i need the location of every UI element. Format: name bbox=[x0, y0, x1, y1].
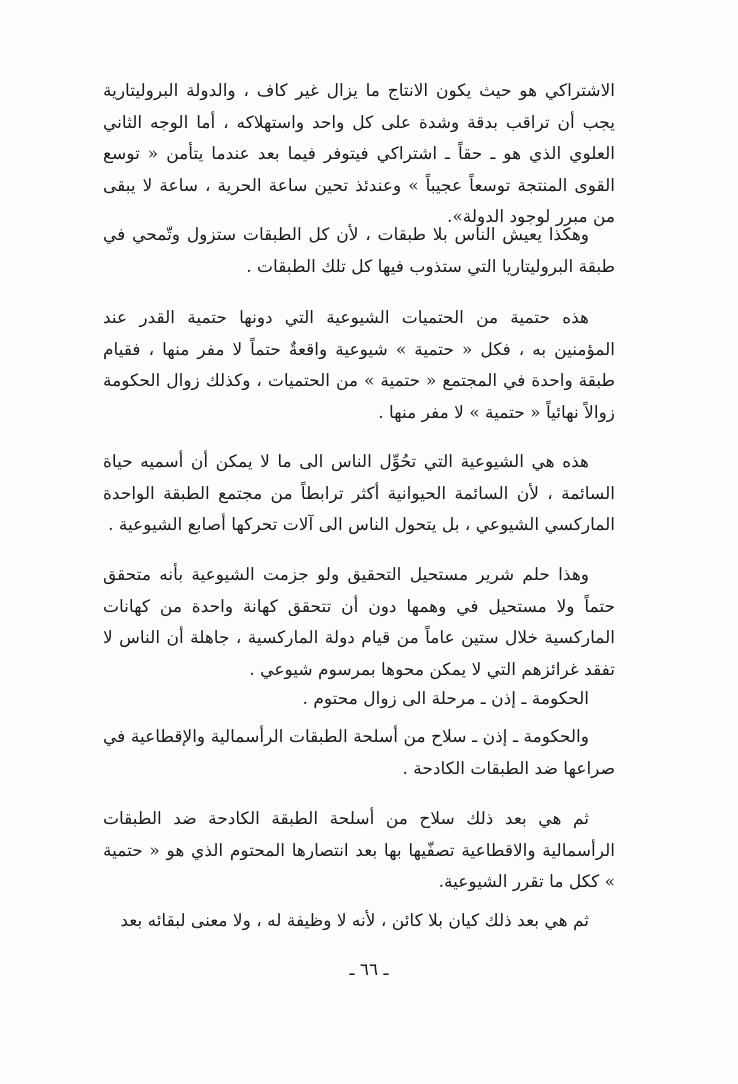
paragraph-2: وهكذا يعيش الناس بلا طبقات ، لأن كل الطبقات ستزول وتّمحي في طبقة البروليتاريا التي ستذوب فيها كل تلك الطبقات . bbox=[103, 225, 615, 277]
paragraph-4: هذه هي الشيوعية التي تحُوِّل الناس الى ما لا يمكن أن أسميه حياة السائمة ، لأن السائمة الحيوانية أكثر ترابطاً من مجتمع الطبقة الواحدة الماركسي الشيوعي ، بل يتحول الناس الى آلات تحركها أصابع الشيوعية . bbox=[103, 452, 615, 535]
paragraph-5: وهذا حلم شرير مستحيل التحقيق ولو جزمت الشيوعية بأنه متحقق حتماً ولا مستحيل في وهمها دون أن تتحقق كهانة واحدة من كهانات الماركسية خلال ستين عاماً من قيام دولة الماركسية ، جاهلة أن الناس لا تفقد غرائزهم التي لا يمكن محوها بمرسوم شيوعي . bbox=[103, 565, 615, 680]
page-number: ـ ٦٦ ـ bbox=[349, 960, 389, 980]
paragraph-7: والحكومة ـ إذن ـ سلاح من أسلحة الطبقات الرأسمالية والإقطاعية في صراعها ضد الطبقات الكادحة . bbox=[103, 727, 615, 779]
paragraph-8: ثم هي بعد ذلك سلاح من أسلحة الطبقة الكادحة ضد الطبقات الرأسمالية والاقطاعية تصفّيها بها بعد انتصارها المحتوم الذي هو « حتمية » ككل ما تقرر الشيوعية. bbox=[103, 809, 615, 892]
paragraph-1: الاشتراكي هو حيث يكون الانتاج ما يزال غير كاف ، والدولة البروليتارية يجب أن تراقب بدقة وشدة على كل واحد واستهلاكه ، أما الوجه الثاني العلوي الذي هو ـ حقاً ـ اشتراكي فيتوفر فيما بعد عندما يتأمن « توسع القوى المنتجة توسعاً عجيباً » وعندئذ تحين ساعة الحرية ، ساعة لا يبقى من مبرر لوجود الدولة». bbox=[103, 81, 615, 227]
paragraph-3: هذه حتمية من الحتميات الشيوعية التي دونها حتمية القدر عند المؤمنين به ، فكل « حتمية » شيوعية واقعةٌ حتماً لا مفر منها ، فقيام طبقة واحدة في المجتمع « حتمية » من الحتميات ، وكذلك زوال الحكومة زوالاً نهائياً « حتمية » لا مفر منها . bbox=[103, 308, 615, 423]
paragraph-6: الحكومة ـ إذن ـ مرحلة الى زوال محتوم . bbox=[302, 689, 589, 709]
paragraph-9: ثم هي بعد ذلك كيان بلا كائن ، لأنه لا وظيفة له ، ولا معنى لبقائه بعد bbox=[120, 911, 589, 931]
